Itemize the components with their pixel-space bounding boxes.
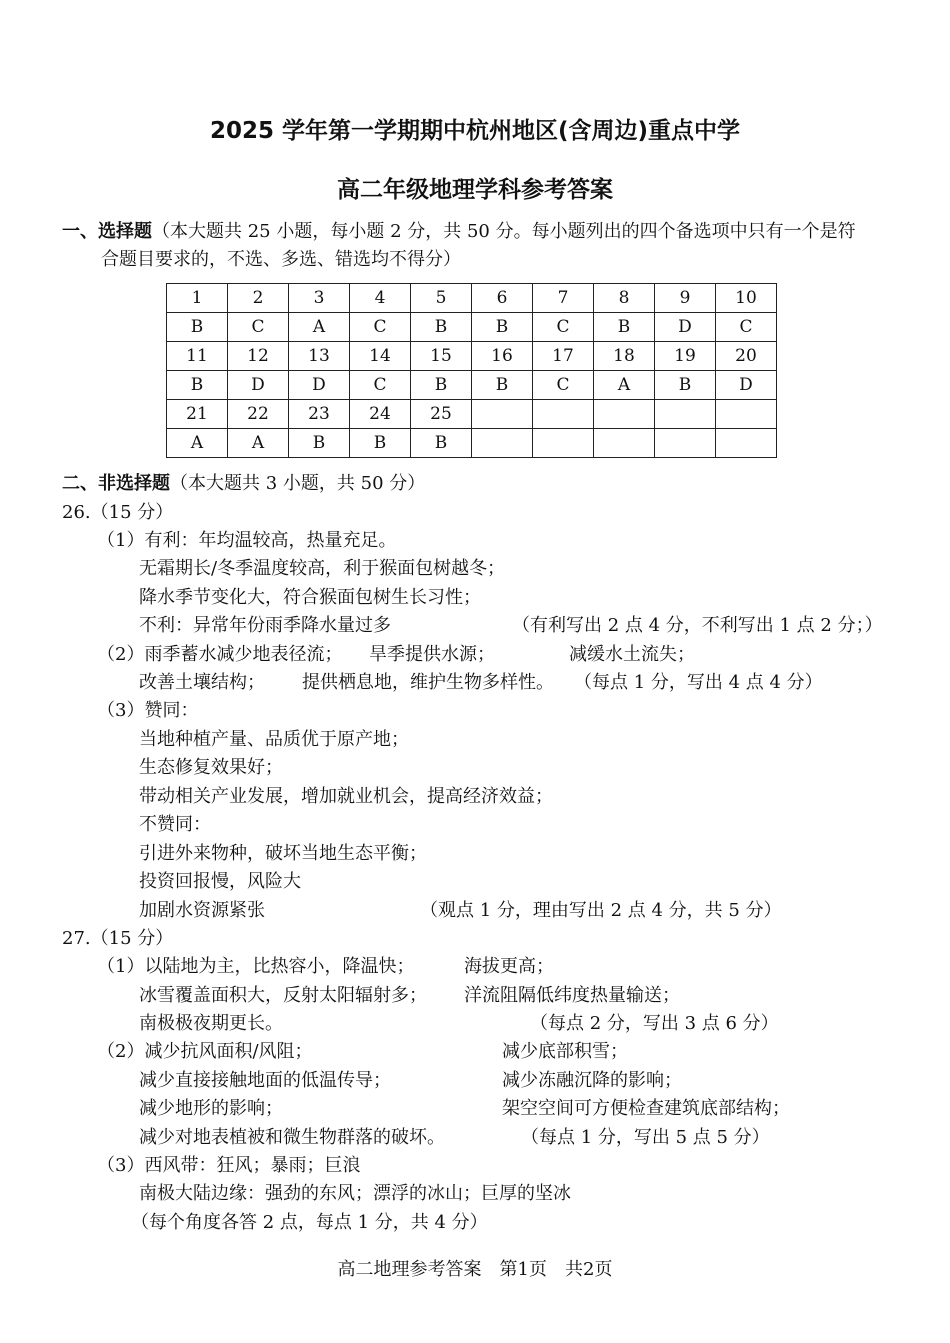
question-number-cell: 25	[411, 400, 472, 429]
q27-p1-line1a: （1）以陆地为主，比热容小，降温快；	[97, 956, 415, 977]
q26-p2-line1a: （2）雨季蓄水减少地表径流；	[97, 644, 343, 665]
question-number-cell: 17	[533, 342, 594, 371]
answer-cell: B	[594, 313, 655, 342]
section1-note: （本大题共 25 小题，每小题 2 分，共 50 分。每小题列出的四个备选项中只有一个是符	[152, 221, 856, 242]
q27-p2-line1b: 减少底部积雪；	[502, 1041, 628, 1062]
q26-header: 26.（15 分）	[62, 502, 174, 523]
answer-cell: B	[411, 371, 472, 400]
q26-p2-line2a: 改善土壤结构；	[139, 672, 265, 693]
question-number-cell: 24	[350, 400, 411, 429]
q27-p1-line1b: 海拔更高；	[464, 956, 554, 977]
q27-p1-line2b: 洋流阻隔低纬度热量输送；	[464, 985, 680, 1006]
question-number-cell: 19	[655, 342, 716, 371]
document-subtitle: 高二年级地理学科参考答案	[337, 177, 613, 203]
question-number-cell: 7	[533, 284, 594, 313]
answer-cell: C	[228, 313, 289, 342]
answer-cell	[594, 429, 655, 458]
answer-cell	[533, 429, 594, 458]
answer-cell: B	[411, 313, 472, 342]
answer-cell: B	[472, 313, 533, 342]
q26-p3-line3: 生态修复效果好；	[139, 757, 283, 778]
question-number-cell: 18	[594, 342, 655, 371]
answer-cell: D	[655, 313, 716, 342]
answer-cell: B	[289, 429, 350, 458]
section1-heading: 一、选择题	[62, 221, 152, 242]
q26-p3-line8: 加剧水资源紧张	[139, 900, 265, 921]
answer-cell: B	[472, 371, 533, 400]
q27-p2-line3a: 减少地形的影响；	[139, 1098, 283, 1119]
answer-cell: C	[350, 371, 411, 400]
question-number-cell	[716, 400, 777, 429]
q26-p3-line5: 不赞同：	[139, 814, 211, 835]
answer-cell: A	[594, 371, 655, 400]
answer-cell	[655, 429, 716, 458]
q26-p3-line4: 带动相关产业发展，增加就业机会，提高经济效益；	[139, 786, 553, 807]
question-number-cell: 4	[350, 284, 411, 313]
section2-heading: 二、非选择题	[62, 473, 170, 494]
question-number-cell: 12	[228, 342, 289, 371]
q26-p2-line2b: 提供栖息地，维护生物多样性。	[302, 672, 554, 693]
question-number-cell: 3	[289, 284, 350, 313]
document-title: 2025 学年第一学期期中杭州地区(含周边)重点中学	[209, 118, 741, 144]
question-number-cell	[472, 400, 533, 429]
q27-p1-line3: 南极极夜期更长。	[139, 1013, 283, 1034]
answer-cell: B	[350, 429, 411, 458]
answer-cell: A	[289, 313, 350, 342]
answer-cell: A	[167, 429, 228, 458]
q26-p1-score: （有利写出 2 点 4 分，不利写出 1 点 2 分；）	[512, 615, 883, 636]
question-number-cell: 5	[411, 284, 472, 313]
answer-cell: D	[289, 371, 350, 400]
section2-note: （本大题共 3 小题，共 50 分）	[170, 473, 426, 494]
question-number-cell: 9	[655, 284, 716, 313]
q27-p3-line2: 南极大陆边缘：强劲的东风；漂浮的冰山；巨厚的坚冰	[139, 1183, 571, 1204]
q27-p3-line1: （3）西风带：狂风；暴雨；巨浪	[97, 1155, 361, 1176]
question-number-row	[167, 342, 777, 371]
q26-p2-score: （每点 1 分，写出 4 点 4 分）	[574, 672, 823, 693]
q26-p3-line2: 当地种植产量、品质优于原产地；	[139, 729, 409, 750]
answer-cell: B	[167, 313, 228, 342]
question-number-cell: 11	[167, 342, 228, 371]
q26-p1-line1: （1）有利：年均温较高，热量充足。	[97, 530, 397, 551]
q26-p2-line1b: 旱季提供水源；	[369, 644, 495, 665]
q27-p2-line3b: 架空空间可方便检查建筑底部结构；	[502, 1098, 790, 1119]
q26-p1-line2: 无霜期长/冬季温度较高，利于猴面包树越冬；	[139, 558, 506, 579]
q26-p3-line1: （3）赞同：	[97, 700, 199, 721]
q27-p1-line2a: 冰雪覆盖面积大，反射太阳辐射多；	[139, 985, 427, 1006]
section2-line	[62, 473, 425, 495]
q27-p2-line2b: 减少冻融沉降的影响；	[502, 1070, 682, 1091]
section1-note-line2: 合题目要求的，不选、多选、错选均不得分）	[101, 249, 461, 270]
question-number-cell: 20	[716, 342, 777, 371]
answer-cell: B	[411, 429, 472, 458]
answer-cell	[472, 429, 533, 458]
page-footer: 高二地理参考答案 第1页 共2页	[337, 1259, 613, 1280]
answer-table	[166, 283, 777, 458]
question-number-cell: 10	[716, 284, 777, 313]
answer-cell: C	[350, 313, 411, 342]
answer-cell: B	[655, 371, 716, 400]
answer-row	[167, 313, 777, 342]
q27-p3-line3: （每个角度各答 2 点，每点 1 分，共 4 分）	[131, 1212, 488, 1233]
question-number-cell: 8	[594, 284, 655, 313]
answer-row	[167, 429, 777, 458]
q26-p1-line4: 不利：异常年份雨季降水量过多	[139, 615, 391, 636]
question-number-cell: 13	[289, 342, 350, 371]
question-number-cell: 16	[472, 342, 533, 371]
question-number-cell: 15	[411, 342, 472, 371]
q26-p2-line1c: 减缓水土流失；	[569, 644, 695, 665]
answer-cell: D	[228, 371, 289, 400]
q26-p3-score: （观点 1 分，理由写出 2 点 4 分，共 5 分）	[420, 900, 782, 921]
question-number-cell: 22	[228, 400, 289, 429]
q27-p2-line1a: （2）减少抗风面积/风阻；	[97, 1041, 313, 1062]
question-number-cell: 21	[167, 400, 228, 429]
question-number-cell: 1	[167, 284, 228, 313]
question-number-cell: 23	[289, 400, 350, 429]
section1-line1	[62, 221, 856, 243]
q27-p2-score: （每点 1 分，写出 5 点 5 分）	[521, 1127, 770, 1148]
answer-row	[167, 371, 777, 400]
q27-header: 27.（15 分）	[62, 928, 174, 949]
q26-p1-line3: 降水季节变化大，符合猴面包树生长习性；	[139, 587, 481, 608]
question-number-cell	[655, 400, 716, 429]
q27-p2-line2a: 减少直接接触地面的低温传导；	[139, 1070, 391, 1091]
q26-p3-line6: 引进外来物种，破坏当地生态平衡；	[139, 843, 427, 864]
question-number-cell	[594, 400, 655, 429]
question-number-cell: 2	[228, 284, 289, 313]
q26-p3-line7: 投资回报慢，风险大	[139, 871, 301, 892]
q27-p1-score: （每点 2 分，写出 3 点 6 分）	[530, 1013, 779, 1034]
answer-cell: B	[167, 371, 228, 400]
answer-cell: A	[228, 429, 289, 458]
question-number-cell: 14	[350, 342, 411, 371]
answer-cell: D	[716, 371, 777, 400]
q27-p2-line4: 减少对地表植被和微生物群落的破坏。	[139, 1127, 445, 1148]
question-number-cell	[533, 400, 594, 429]
answer-cell: C	[533, 371, 594, 400]
question-number-cell: 6	[472, 284, 533, 313]
answer-cell: C	[533, 313, 594, 342]
question-number-row	[167, 400, 777, 429]
answer-cell: C	[716, 313, 777, 342]
answer-cell	[716, 429, 777, 458]
question-number-row	[167, 284, 777, 313]
